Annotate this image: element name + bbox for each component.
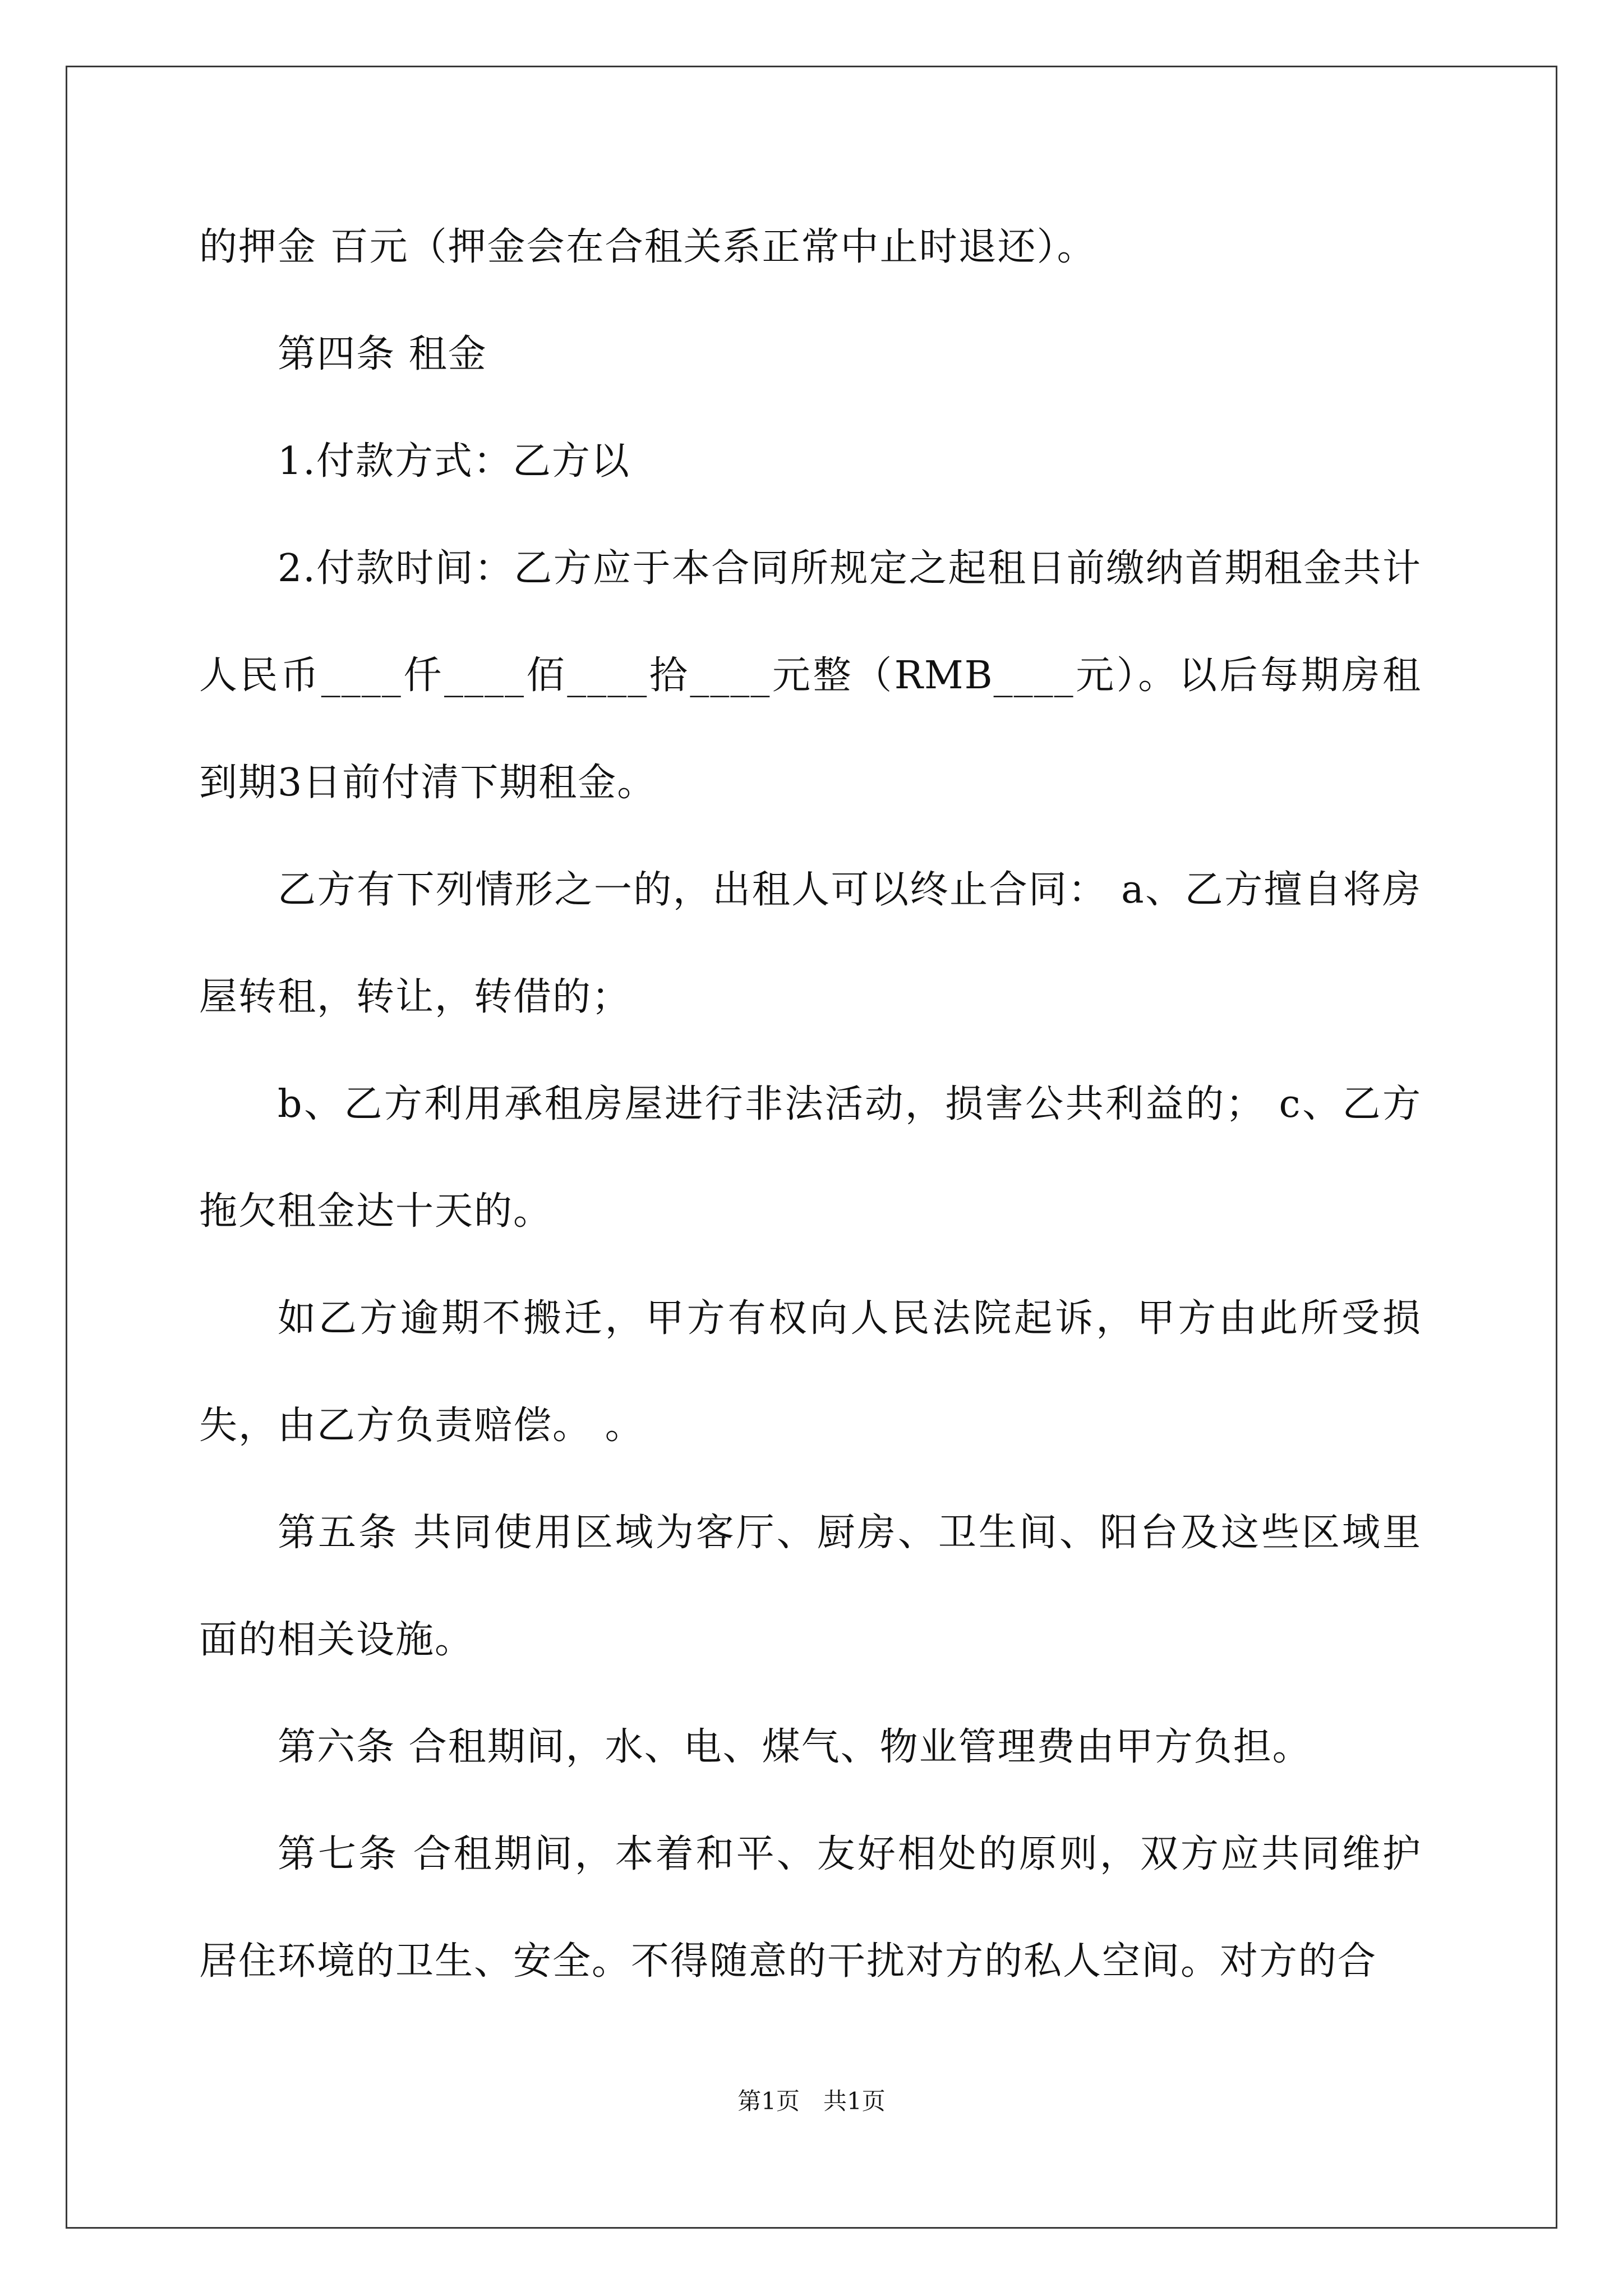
paragraph: 如乙方逾期不搬迁，甲方有权向人民法院起诉，甲方由此所受损失，由乙方负责赔偿。 。	[199, 1296, 1422, 1448]
paragraph: 2.付款时间：乙方应于本合同所规定之起租日前缴纳首期租金共计人民币____仟____佰____拾____元整（RMB____元）。以后每期房租到期3日前付清下期租金。	[199, 546, 1422, 805]
document-body	[199, 194, 1422, 2015]
page-number-label: 第1页 共1页	[737, 2087, 886, 2115]
paragraph: 第四条 租金	[278, 332, 487, 376]
paragraph: 第五条 共同使用区域为客厅、厨房、卫生间、阳台及这些区域里面的相关设施。	[199, 1511, 1422, 1662]
paragraph: 乙方有下列情形之一的，出租人可以终止合同： a、乙方擅自将房屋转租，转让，转借的；	[199, 868, 1422, 1019]
paragraph: 的押金 百元（押金会在合租关系正常中止时退还）。	[199, 225, 1096, 269]
paragraph: 1.付款方式：乙方以	[278, 439, 630, 484]
page-footer	[0, 2085, 1623, 2118]
paragraph: 第六条 合租期间，水、电、煤气、物业管理费由甲方负担。	[278, 1725, 1312, 1769]
paragraph: 第七条 合租期间，本着和平、友好相处的原则，双方应共同维护居住环境的卫生、安全。不得随意的干扰对方的私人空间。对方的合	[199, 1832, 1422, 1984]
paragraph: b、乙方利用承租房屋进行非法活动，损害公共利益的； c、乙方拖欠租金达十天的。	[199, 1082, 1422, 1234]
